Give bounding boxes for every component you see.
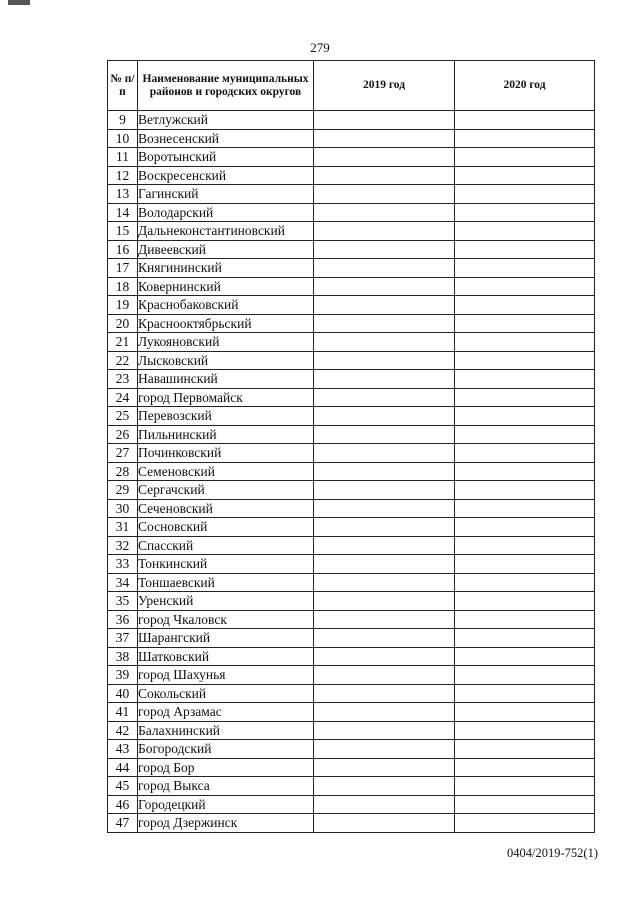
row-2020-value xyxy=(455,388,595,407)
row-name: Дивеевский xyxy=(138,240,314,259)
row-2020-value xyxy=(455,314,595,333)
row-2019-value xyxy=(314,703,455,722)
row-2019-value xyxy=(314,777,455,796)
row-2020-value xyxy=(455,425,595,444)
row-number: 14 xyxy=(108,203,138,222)
table-row xyxy=(108,629,595,648)
row-name: Княгининский xyxy=(138,259,314,278)
row-name: Починковский xyxy=(138,444,314,463)
table-row xyxy=(108,610,595,629)
row-2019-value xyxy=(314,129,455,148)
table-row xyxy=(108,647,595,666)
row-name: город Выкса xyxy=(138,777,314,796)
row-2020-value xyxy=(455,795,595,814)
row-2019-value xyxy=(314,481,455,500)
row-2019-value xyxy=(314,351,455,370)
row-2020-value xyxy=(455,333,595,352)
row-2019-value xyxy=(314,721,455,740)
row-number: 37 xyxy=(108,629,138,648)
table-row xyxy=(108,259,595,278)
header-2020: 2020 год xyxy=(455,61,595,111)
row-name: Тоншаевский xyxy=(138,573,314,592)
row-number: 20 xyxy=(108,314,138,333)
row-number: 25 xyxy=(108,407,138,426)
row-name: Пильнинский xyxy=(138,425,314,444)
table-row xyxy=(108,351,595,370)
header-name: Наименование муниципальных районов и городских округов xyxy=(138,61,314,111)
row-number: 43 xyxy=(108,740,138,759)
row-number: 41 xyxy=(108,703,138,722)
row-number: 34 xyxy=(108,573,138,592)
row-name: Городецкий xyxy=(138,795,314,814)
row-number: 9 xyxy=(108,111,138,130)
row-2020-value xyxy=(455,721,595,740)
row-name: Балахнинский xyxy=(138,721,314,740)
row-2020-value xyxy=(455,592,595,611)
row-2019-value xyxy=(314,499,455,518)
table-row xyxy=(108,518,595,537)
row-2020-value xyxy=(455,703,595,722)
row-2019-value xyxy=(314,425,455,444)
row-number: 29 xyxy=(108,481,138,500)
table-row xyxy=(108,388,595,407)
row-number: 10 xyxy=(108,129,138,148)
table-row xyxy=(108,740,595,759)
table-row xyxy=(108,111,595,130)
row-2019-value xyxy=(314,259,455,278)
table-row xyxy=(108,536,595,555)
row-name: Сокольский xyxy=(138,684,314,703)
row-number: 28 xyxy=(108,462,138,481)
row-number: 17 xyxy=(108,259,138,278)
row-2020-value xyxy=(455,610,595,629)
row-2020-value xyxy=(455,240,595,259)
row-2020-value xyxy=(455,222,595,241)
row-name: Лысковский xyxy=(138,351,314,370)
row-name: Тонкинский xyxy=(138,555,314,574)
row-2020-value xyxy=(455,444,595,463)
row-2019-value xyxy=(314,462,455,481)
row-2019-value xyxy=(314,666,455,685)
row-2019-value xyxy=(314,333,455,352)
row-2020-value xyxy=(455,370,595,389)
row-number: 35 xyxy=(108,592,138,611)
row-2019-value xyxy=(314,240,455,259)
table-row xyxy=(108,573,595,592)
table-row xyxy=(108,129,595,148)
table-row xyxy=(108,203,595,222)
row-number: 47 xyxy=(108,814,138,833)
table-row xyxy=(108,499,595,518)
row-2019-value xyxy=(314,185,455,204)
header-num: № п/п xyxy=(108,61,138,111)
row-2020-value xyxy=(455,277,595,296)
row-number: 31 xyxy=(108,518,138,537)
row-name: Воскресенский xyxy=(138,166,314,185)
row-name: Краснооктябрьский xyxy=(138,314,314,333)
row-2019-value xyxy=(314,203,455,222)
row-2019-value xyxy=(314,555,455,574)
row-number: 38 xyxy=(108,647,138,666)
row-2020-value xyxy=(455,740,595,759)
table-body xyxy=(108,111,595,833)
table-row xyxy=(108,481,595,500)
row-name: Лукояновский xyxy=(138,333,314,352)
row-2019-value xyxy=(314,388,455,407)
row-name: Сеченовский xyxy=(138,499,314,518)
row-2020-value xyxy=(455,296,595,315)
row-2020-value xyxy=(455,407,595,426)
row-number: 46 xyxy=(108,795,138,814)
row-name: Богородский xyxy=(138,740,314,759)
row-2019-value xyxy=(314,592,455,611)
row-name: Ветлужский xyxy=(138,111,314,130)
row-name: город Бор xyxy=(138,758,314,777)
table-row xyxy=(108,333,595,352)
table-row xyxy=(108,425,595,444)
row-name: Шарангский xyxy=(138,629,314,648)
row-name: Гагинский xyxy=(138,185,314,204)
row-2020-value xyxy=(455,573,595,592)
row-number: 16 xyxy=(108,240,138,259)
row-2020-value xyxy=(455,129,595,148)
page-number: 279 xyxy=(310,40,330,55)
row-2020-value xyxy=(455,111,595,130)
row-2020-value xyxy=(455,462,595,481)
row-name: Сосновский xyxy=(138,518,314,537)
row-2019-value xyxy=(314,647,455,666)
row-2020-value xyxy=(455,499,595,518)
row-2020-value xyxy=(455,758,595,777)
row-2019-value xyxy=(314,407,455,426)
table-row xyxy=(108,296,595,315)
row-2020-value xyxy=(455,684,595,703)
row-2020-value xyxy=(455,166,595,185)
row-number: 26 xyxy=(108,425,138,444)
row-2019-value xyxy=(314,148,455,167)
table-row xyxy=(108,555,595,574)
row-2019-value xyxy=(314,166,455,185)
row-name: Дальнеконстантиновский xyxy=(138,222,314,241)
table-row xyxy=(108,407,595,426)
row-number: 33 xyxy=(108,555,138,574)
row-2020-value xyxy=(455,814,595,833)
row-number: 11 xyxy=(108,148,138,167)
municipalities-table xyxy=(107,60,595,833)
row-2020-value xyxy=(455,629,595,648)
table-row xyxy=(108,314,595,333)
table-row xyxy=(108,222,595,241)
row-name: город Дзержинск xyxy=(138,814,314,833)
row-number: 18 xyxy=(108,277,138,296)
row-2020-value xyxy=(455,148,595,167)
table-row xyxy=(108,666,595,685)
row-2019-value xyxy=(314,758,455,777)
row-number: 32 xyxy=(108,536,138,555)
row-2019-value xyxy=(314,740,455,759)
row-name: город Шахунья xyxy=(138,666,314,685)
row-number: 21 xyxy=(108,333,138,352)
row-number: 23 xyxy=(108,370,138,389)
document-code: 0404/2019-752(1) xyxy=(507,846,598,860)
table-row xyxy=(108,370,595,389)
table-row xyxy=(108,795,595,814)
table-header-row xyxy=(108,61,595,111)
row-2019-value xyxy=(314,518,455,537)
row-2020-value xyxy=(455,666,595,685)
row-2019-value xyxy=(314,629,455,648)
row-name: Вознесенский xyxy=(138,129,314,148)
row-number: 27 xyxy=(108,444,138,463)
row-number: 44 xyxy=(108,758,138,777)
row-2019-value xyxy=(314,444,455,463)
row-name: Володарский xyxy=(138,203,314,222)
row-name: Уренский xyxy=(138,592,314,611)
row-number: 40 xyxy=(108,684,138,703)
row-2020-value xyxy=(455,203,595,222)
row-number: 39 xyxy=(108,666,138,685)
row-2020-value xyxy=(455,518,595,537)
table-row xyxy=(108,148,595,167)
row-2019-value xyxy=(314,277,455,296)
row-name: город Первомайск xyxy=(138,388,314,407)
row-name: город Чкаловск xyxy=(138,610,314,629)
row-name: Воротынский xyxy=(138,148,314,167)
row-name: Шатковский xyxy=(138,647,314,666)
row-2019-value xyxy=(314,296,455,315)
table-row xyxy=(108,758,595,777)
table-row xyxy=(108,444,595,463)
row-2019-value xyxy=(314,222,455,241)
row-number: 12 xyxy=(108,166,138,185)
row-number: 15 xyxy=(108,222,138,241)
row-2020-value xyxy=(455,259,595,278)
row-2020-value xyxy=(455,185,595,204)
row-name: Семеновский xyxy=(138,462,314,481)
row-2020-value xyxy=(455,555,595,574)
row-2020-value xyxy=(455,536,595,555)
row-2019-value xyxy=(314,111,455,130)
row-2020-value xyxy=(455,351,595,370)
table-row xyxy=(108,684,595,703)
row-2020-value xyxy=(455,777,595,796)
row-number: 13 xyxy=(108,185,138,204)
table-row xyxy=(108,166,595,185)
table-row xyxy=(108,703,595,722)
row-2019-value xyxy=(314,795,455,814)
row-name: Краснобаковский xyxy=(138,296,314,315)
row-name: Перевозский xyxy=(138,407,314,426)
row-2019-value xyxy=(314,536,455,555)
row-name: Навашинский xyxy=(138,370,314,389)
row-number: 36 xyxy=(108,610,138,629)
table-row xyxy=(108,592,595,611)
row-2020-value xyxy=(455,481,595,500)
table-row xyxy=(108,777,595,796)
row-2020-value xyxy=(455,647,595,666)
row-2019-value xyxy=(314,814,455,833)
table-row xyxy=(108,240,595,259)
row-number: 45 xyxy=(108,777,138,796)
row-number: 30 xyxy=(108,499,138,518)
row-name: Сергачский xyxy=(138,481,314,500)
table-row xyxy=(108,814,595,833)
header-2019: 2019 год xyxy=(314,61,455,111)
row-number: 42 xyxy=(108,721,138,740)
row-number: 19 xyxy=(108,296,138,315)
row-2019-value xyxy=(314,610,455,629)
row-name: Ковернинский xyxy=(138,277,314,296)
table-row xyxy=(108,721,595,740)
row-2019-value xyxy=(314,573,455,592)
table-row xyxy=(108,185,595,204)
row-2019-value xyxy=(314,684,455,703)
row-number: 22 xyxy=(108,351,138,370)
row-name: Спасский xyxy=(138,536,314,555)
table-row xyxy=(108,462,595,481)
scan-artifact-mark xyxy=(8,0,30,5)
row-name: город Арзамас xyxy=(138,703,314,722)
row-2019-value xyxy=(314,314,455,333)
table-row xyxy=(108,277,595,296)
row-number: 24 xyxy=(108,388,138,407)
row-2019-value xyxy=(314,370,455,389)
